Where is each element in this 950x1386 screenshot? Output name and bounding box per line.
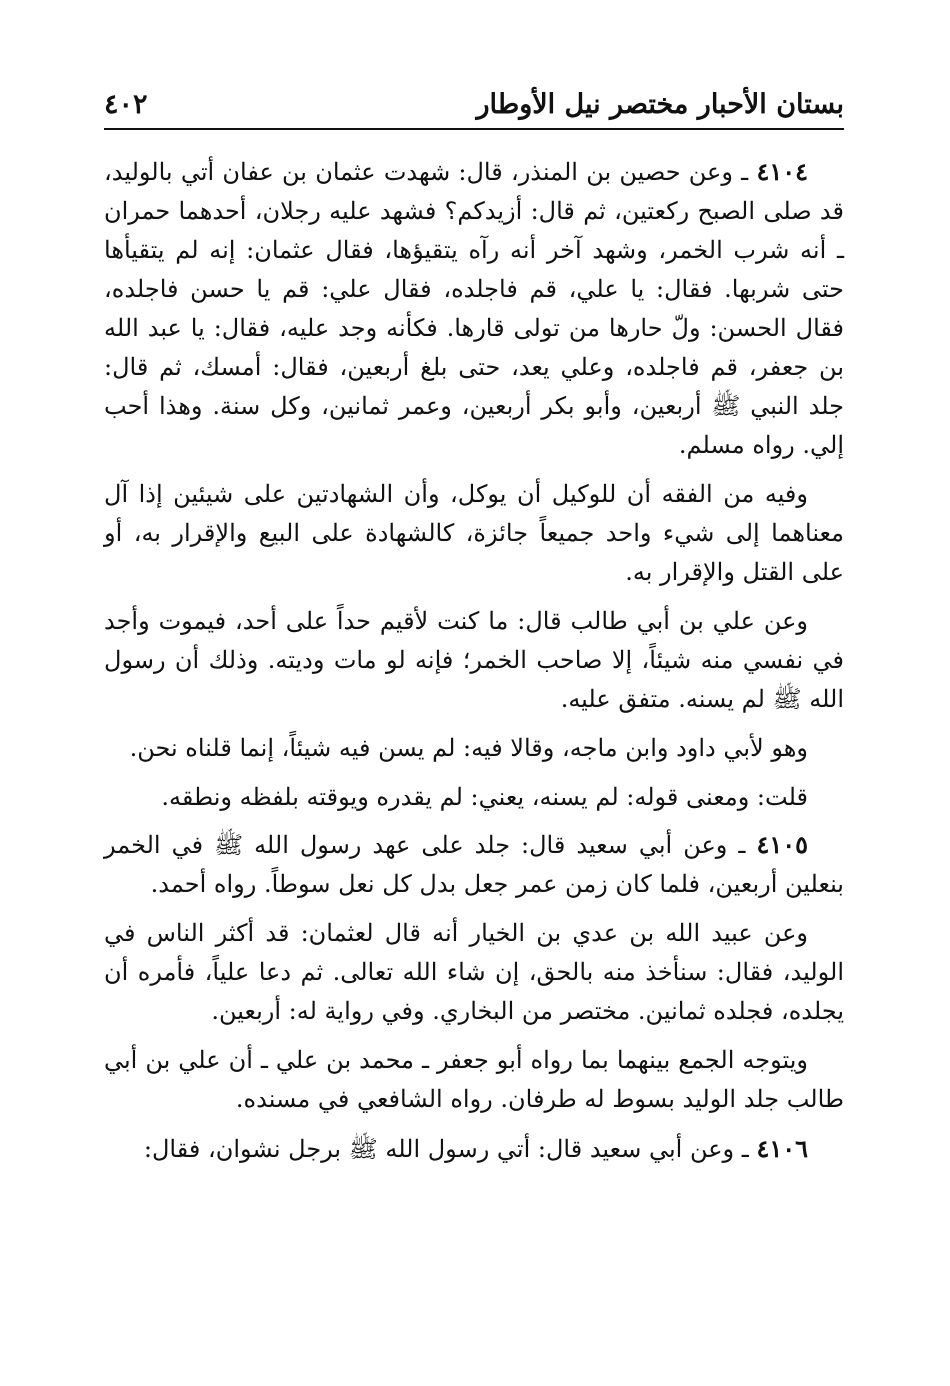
commentary-paragraph: [104, 778, 844, 817]
commentary-paragraph: [104, 1041, 844, 1119]
paragraph-text: وفيه من الفقه أن للوكيل أن يوكل، وأن الشهادتين على شيئين إذا آل معناهما إلى شيء واحد جميعاً جائزة، كالشهادة على البيع والإقرار به، أو على القتل والإقرار به.: [104, 480, 844, 586]
paragraph-text: ـ وعن حصين بن المنذر، قال: شهدت عثمان بن عفان أتي بالوليد، قد صلى الصبح ركعتين، ثم قال: أزيدكم؟ فشهد عليه رجلان، أحدهما حمران ـ أنه شرب الخمر، وشهد آخر أنه رآه يتقيؤها، فقال عثمان: إنه لم يتقيأها حتى شربها. فقال: يا علي، قم فاجلده، فقال علي: قم يا حسن فاجلده، فقال الحسن: ولّ حارها من تولى قارها. فكأنه وجد عليه، فقال: يا عبد الله بن جعفر، قم فاجلده، وعلي يعد، حتى بلغ أربعين، فقال: أمسك، ثم قال: جلد النبي ﷺ أربعين، وأبو بكر أربعين، وعمر ثمانين، وكل سنة. وهذا أحب إلي. رواه مسلم.: [104, 158, 844, 459]
page-header: [104, 82, 844, 126]
commentary-paragraph: [104, 729, 844, 768]
paragraph-text: ـ وعن أبي سعيد قال: جلد على عهد رسول الله ﷺ في الخمر بنعلين أربعين، فلما كان زمن عمر جعل بدل كل نعل سوطاً. رواه أحمد.: [104, 831, 844, 898]
hadith-paragraph: [104, 602, 844, 719]
paragraph-text: وعن علي بن أبي طالب قال: ما كنت لأقيم حداً على أحد، فيموت وأجد في نفسي منه شيئاً، إلا صاحب الخمر؛ فإنه لو مات وديته. وذلك أن رسول الله ﷺ لم يسنه. متفق عليه.: [104, 607, 844, 713]
paragraph-text: ـ وعن أبي سعيد قال: أتي رسول الله ﷺ برجل نشوان، فقال:: [143, 1135, 757, 1163]
commentary-paragraph: [104, 475, 844, 592]
page-body: [104, 152, 844, 1179]
paragraph-text: وعن عبيد الله بن عدي بن الخيار أنه قال لعثمان: قد أكثر الناس في الوليد، فقال: سنأخذ منه بالحق، إن شاء الله تعالى. ثم دعا علياً، فأمره أن يجلده، فجلده ثمانين. مختصر من البخاري. وفي رواية له: أربعين.: [104, 919, 844, 1025]
hadith-paragraph: [104, 825, 844, 904]
page-number: ٤٠٢: [104, 88, 148, 120]
paragraph-text: قلت: ومعنى قوله: لم يسنه، يعني: لم يقدره ويوقته بلفظه ونطقه.: [161, 783, 808, 811]
running-title: بستان الأحبار مختصر نيل الأوطار: [476, 88, 844, 120]
paragraph-text: ويتوجه الجمع بينهما بما رواه أبو جعفر ـ محمد بن علي ـ أن علي بن أبي طالب جلد الوليد بسوط له طرفان. رواه الشافعي في مسنده.: [104, 1046, 844, 1113]
hadith-paragraph: [104, 914, 844, 1031]
hadith-number: ٤١٠٦: [756, 1134, 808, 1163]
hadith-number: ٤١٠٤: [756, 157, 808, 186]
paragraph-text: وهو لأبي داود وابن ماجه، وقالا فيه: لم يسن فيه شيئاً، إنما قلناه نحن.: [129, 734, 808, 762]
hadith-paragraph: [104, 152, 844, 465]
hadith-number: ٤١٠٥: [756, 830, 808, 859]
header-rule: [104, 128, 844, 130]
hadith-paragraph: [104, 1129, 844, 1169]
